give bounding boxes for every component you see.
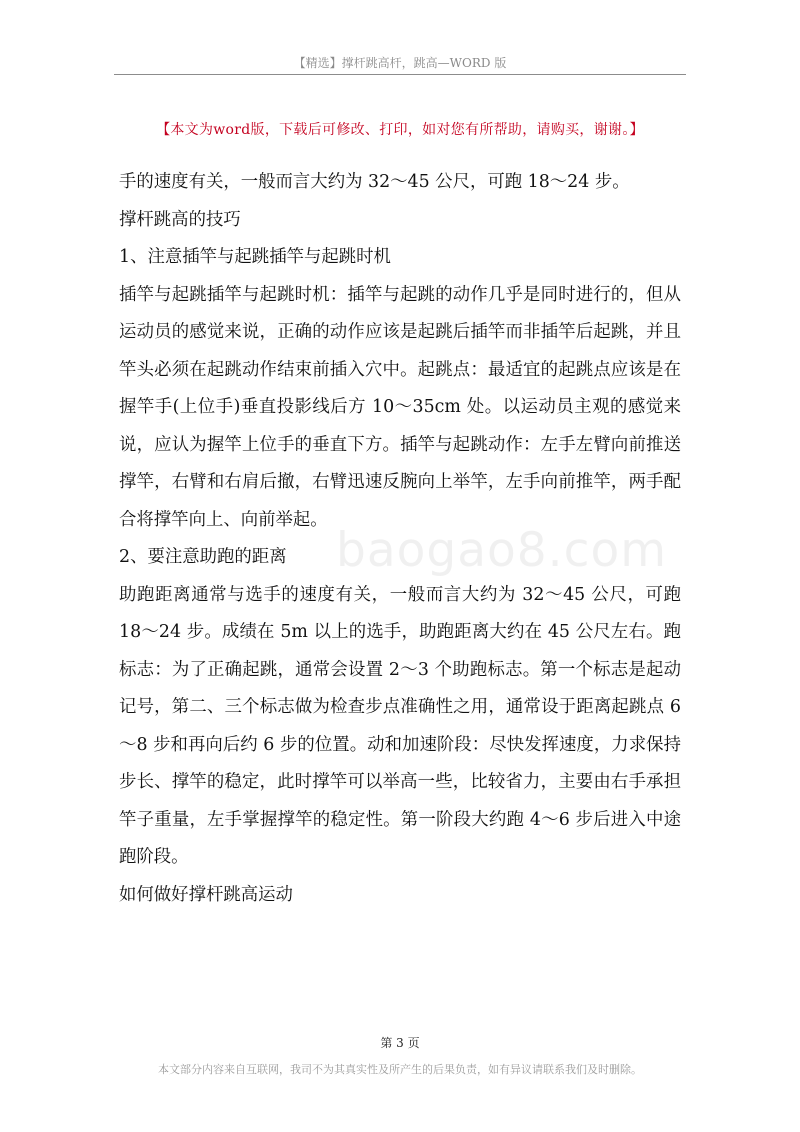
subheading-1: 1、注意插竿与起跳插竿与起跳时机: [119, 247, 391, 267]
watermark: baogao8.com: [336, 523, 668, 578]
page-number: 第 3 页: [380, 1036, 420, 1050]
document-body: [119, 164, 681, 914]
header-divider: [114, 74, 686, 75]
download-notice: 【本文为word版，下载后可修改、打印，如对您有所帮助，请购买，谢谢。】: [156, 122, 644, 138]
footer-disclaimer: 本文部分内容来自互联网，我司不为其真实性及所产生的后果负责，如有异议请联系我们及时删除。: [158, 1063, 642, 1076]
section-heading-how-to: 如何做好撑杆跳高运动: [119, 884, 293, 905]
paragraph-takeoff: 插竿与起跳插竿与起跳时机：插竿与起跳的动作几乎是同时进行的，但从运动员的感觉来说，正确的动作应该是起跳后插竿而非插竿后起跳，并且竿头必须在起跳动作结束前插入穴中。起跳点：最适宜的起跳点应该是在握竿手(上位手)垂直投影线后方 10～35cm 处。以运动员主观的感觉来说，应认为握竿上位手的垂直下方。插竿与起跳动作：左手左臂向前推送撑竿，右臂和右肩后撤，右臂迅速反腕向上举竿，左手向前推竿，两手配合将撑竿向上、向前举起。: [119, 284, 681, 530]
paragraph-continuation: 手的速度有关，一般而言大约为 32～45 公尺，可跑 18～24 步。: [119, 172, 630, 192]
paragraph-runup: 助跑距离通常与选手的速度有关，一般而言大约为 32～45 公尺，可跑 18～24 步。成绩在 5m 以上的选手，助跑距离大约在 45 公尺左右。跑标志：为了正确起跳，通常会设置 2～3 个助跑标志。第一个标志是起动记号，第二、三个标志做为检查步点准确性之用，通常设于距离起跳点 6～8 步和再向后约 6 步的位置。动和加速阶段：尽快发挥速度，力求保持步长、撑竿的稳定，此时撑竿可以举高一些，比较省力，主要由右手承担竿子重量，左手掌握撑竿的稳定性。第一阶段大约跑 4～6 步后进入中途跑阶段。: [119, 584, 681, 867]
page-header-title: 【精选】撑杆跳高杆，跳高—WORD 版: [293, 56, 507, 70]
section-heading-techniques: 撑杆跳高的技巧: [119, 209, 241, 230]
subheading-2: 2、要注意助跑的距离: [119, 547, 287, 567]
